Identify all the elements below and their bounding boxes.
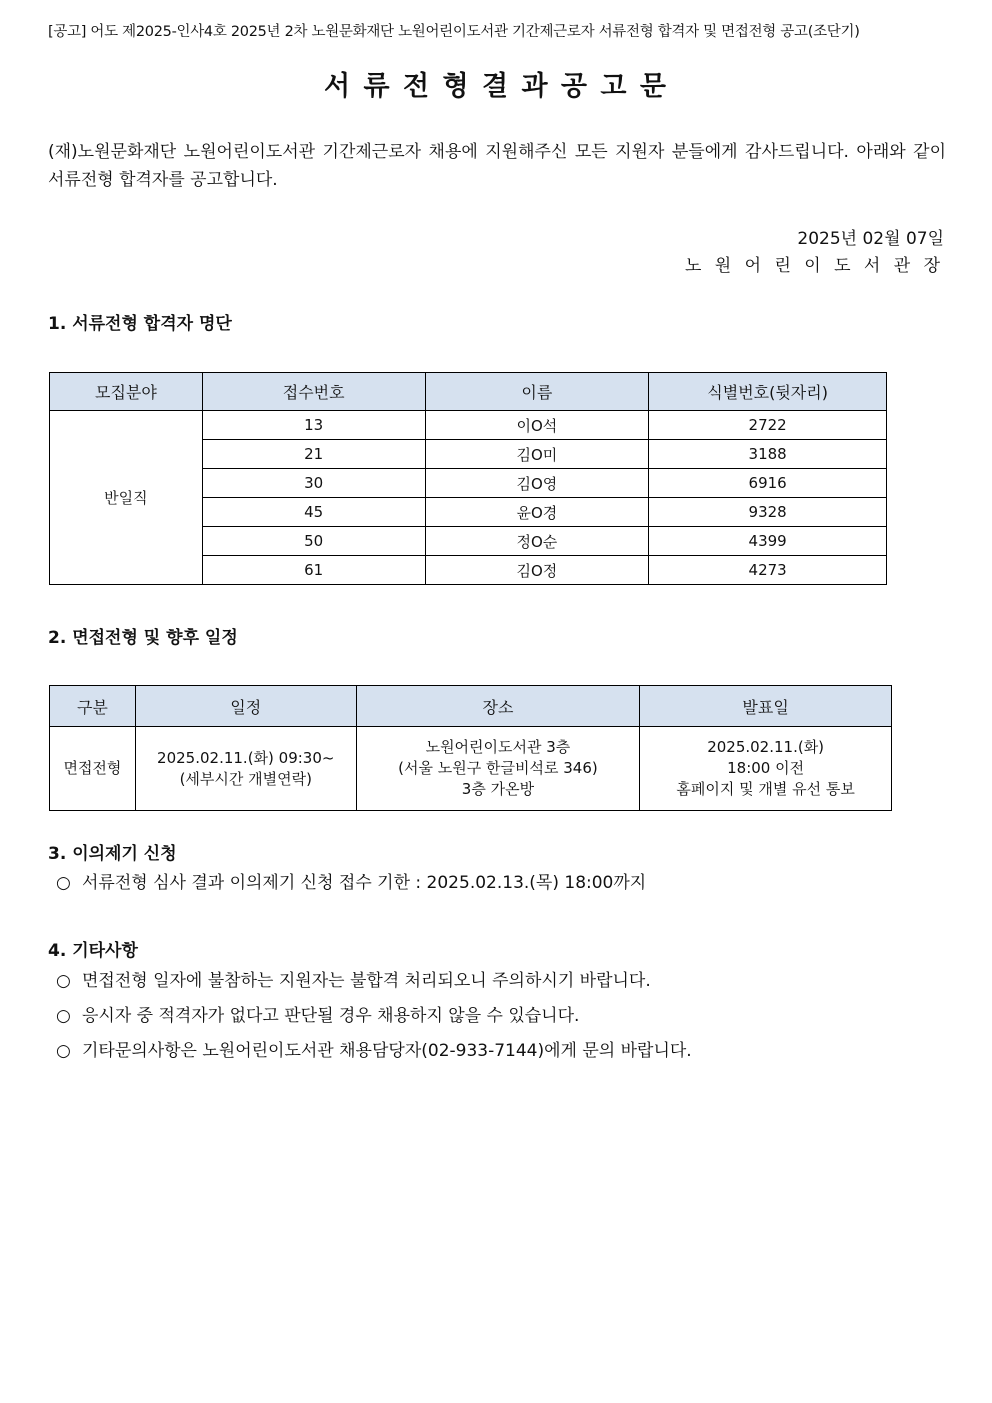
interview-schedule-table xyxy=(49,685,892,811)
table-header-row xyxy=(50,686,892,727)
name-cell: 김O정 xyxy=(425,556,649,585)
id-cell: 9328 xyxy=(649,498,887,527)
bullet-circle-icon: ○ xyxy=(56,873,71,893)
number-cell: 50 xyxy=(202,527,425,556)
list-item xyxy=(56,868,646,893)
section1-title: 1. 서류전형 합격자 명단 xyxy=(48,314,232,334)
column-header-field: 모집분야 xyxy=(50,373,203,411)
bullet-circle-icon: ○ xyxy=(56,971,71,991)
notice-date: 2025년 02월 07일 xyxy=(797,229,944,249)
section3-title: 3. 이의제기 신청 xyxy=(48,844,177,864)
name-cell: 김O미 xyxy=(425,440,649,469)
field-cell: 반일직 xyxy=(50,411,203,585)
place-line: 3층 가온방 xyxy=(461,780,535,798)
place-cell xyxy=(356,727,640,811)
name-cell: 정O순 xyxy=(425,527,649,556)
announce-line: 홈페이지 및 개별 유선 통보 xyxy=(676,780,855,798)
column-header-schedule: 일정 xyxy=(135,686,356,727)
place-line: (서울 노원구 한글비석로 346) xyxy=(398,759,598,777)
table-row xyxy=(50,411,887,440)
list-item xyxy=(56,1001,579,1026)
number-cell: 13 xyxy=(202,411,425,440)
number-cell: 21 xyxy=(202,440,425,469)
place-line: 노원어린이도서관 3층 xyxy=(425,738,571,756)
id-cell: 4399 xyxy=(649,527,887,556)
announce-line: 18:00 이전 xyxy=(727,759,805,777)
table-header-row xyxy=(50,373,887,411)
list-item xyxy=(56,1036,692,1061)
number-cell: 30 xyxy=(202,469,425,498)
bullet-circle-icon: ○ xyxy=(56,1041,71,1061)
number-cell: 61 xyxy=(202,556,425,585)
list-item-text: 서류전형 심사 결과 이의제기 신청 접수 기한 : 2025.02.13.(목) 18:00까지 xyxy=(82,873,647,893)
column-header-number: 접수번호 xyxy=(202,373,425,411)
column-header-name: 이름 xyxy=(425,373,649,411)
announce-line: 2025.02.11.(화) xyxy=(707,738,825,756)
number-cell: 45 xyxy=(202,498,425,527)
name-cell: 김O영 xyxy=(425,469,649,498)
list-item-text: 응시자 중 적격자가 없다고 판단될 경우 채용하지 않을 수 있습니다. xyxy=(82,1006,580,1026)
schedule-cell xyxy=(135,727,356,811)
name-cell: 이O석 xyxy=(425,411,649,440)
id-cell: 4273 xyxy=(649,556,887,585)
id-cell: 3188 xyxy=(649,440,887,469)
bullet-circle-icon: ○ xyxy=(56,1006,71,1026)
column-header-announce: 발표일 xyxy=(640,686,892,727)
id-cell: 6916 xyxy=(649,469,887,498)
announce-cell xyxy=(640,727,892,811)
id-cell: 2722 xyxy=(649,411,887,440)
notice-signer: 노 원 어 린 이 도 서 관 장 xyxy=(684,256,944,276)
header-line: [공고] 어도 제2025-인사4호 2025년 2차 노원문화재단 노원어린이도서관 기간제근로자 서류전형 합격자 및 면접전형 공고(조단기) xyxy=(48,24,860,40)
schedule-line: (세부시간 개별연락) xyxy=(179,769,312,788)
pass-list-table xyxy=(49,372,887,585)
column-header-type: 구분 xyxy=(50,686,136,727)
section4-title: 4. 기타사항 xyxy=(48,941,138,961)
table-row xyxy=(50,727,892,811)
column-header-place: 장소 xyxy=(356,686,640,727)
page-title: 서 류 전 형 결 과 공 고 문 xyxy=(324,71,668,102)
schedule-line: 2025.02.11.(화) 09:30~ xyxy=(157,748,335,767)
list-item-text: 기타문의사항은 노원어린이도서관 채용담당자(02-933-7144)에게 문의 바랍니다. xyxy=(82,1041,692,1061)
intro-paragraph: (재)노원문화재단 노원어린이도서관 기간제근로자 채용에 지원해주신 모든 지원자 분들에게 감사드립니다. 아래와 같이 서류전형 합격자를 공고합니다. xyxy=(48,142,946,190)
section2-title: 2. 면접전형 및 향후 일정 xyxy=(48,628,238,648)
list-item-text: 면접전형 일자에 불참하는 지원자는 불합격 처리되오니 주의하시기 바랍니다. xyxy=(82,971,651,991)
name-cell: 윤O경 xyxy=(425,498,649,527)
list-item xyxy=(56,966,651,991)
type-cell: 면접전형 xyxy=(50,727,136,811)
column-header-id: 식별번호(뒷자리) xyxy=(649,373,887,411)
